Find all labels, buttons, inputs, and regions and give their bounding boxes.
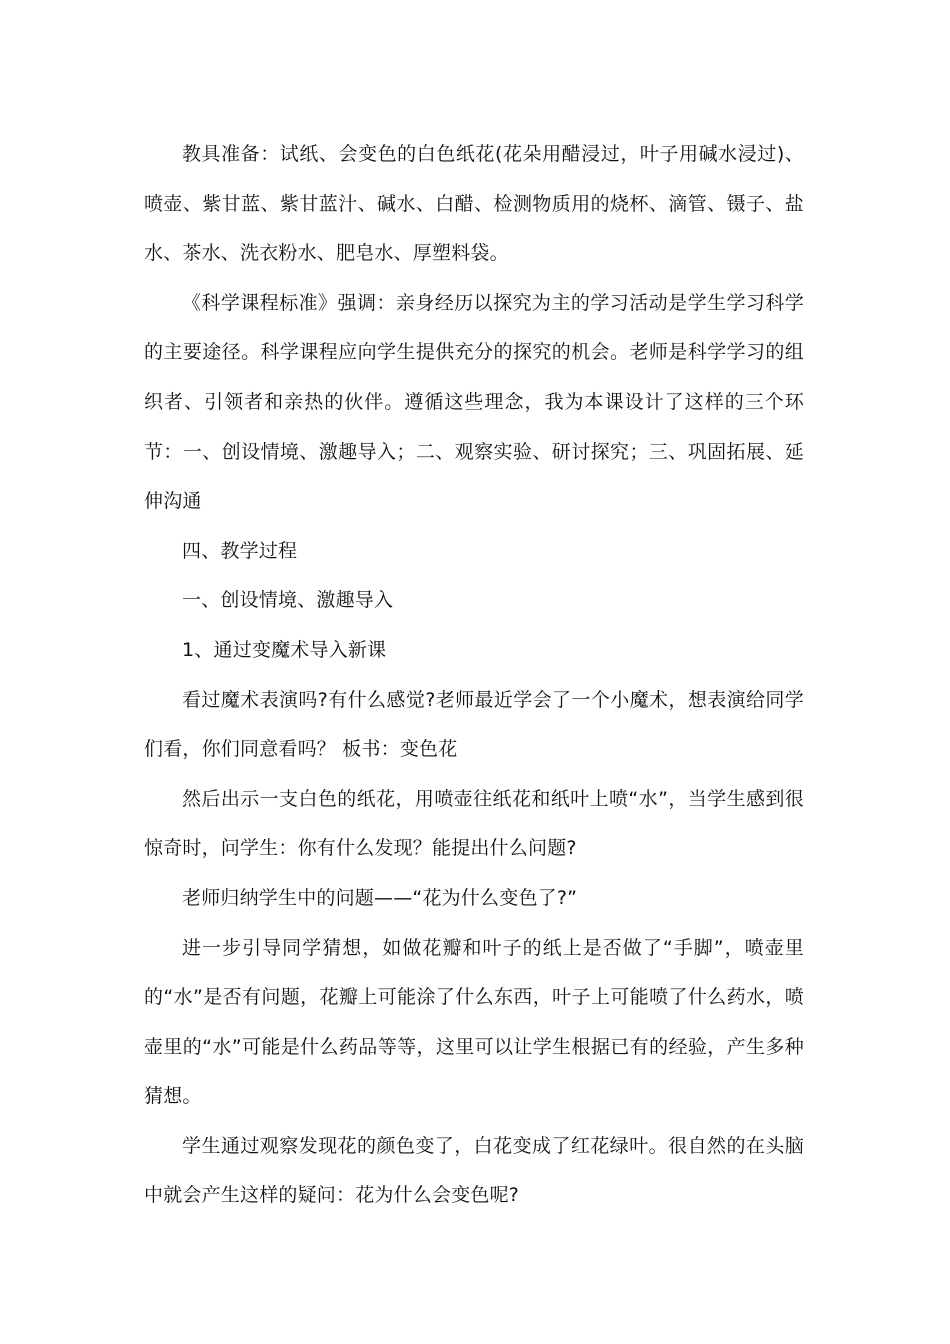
paragraph-teacher-summary: 老师归纳学生中的问题——“花为什么变色了?” bbox=[182, 886, 578, 909]
paragraph-magic-question: 看过魔术表演吗?有什么感觉?老师最近学会了一个小魔术，想表演给同学们看，你们同意看吗？ 板书：变色花 bbox=[144, 688, 804, 761]
step-heading-magic: 1、通过变魔术导入新课 bbox=[182, 638, 387, 661]
section-heading-teaching-process: 四、教学过程 bbox=[182, 539, 298, 562]
paragraph-materials: 教具准备：试纸、会变色的白色纸花(花朵用醋浸过，叶子用碱水浸过)、喷壶、紫甘蓝、紫甘蓝汁、碱水、白醋、检测物质用的烧杯、滴管、镊子、盐水、茶水、洗衣粉水、肥皂水、厚塑料袋。 bbox=[144, 143, 804, 265]
paragraph-curriculum-standard: 《科学课程标准》强调：亲身经历以探究为主的学习活动是学生学习科学的主要途径。科学课程应向学生提供充分的探究的机会。老师是科学学习的组织者、引领者和亲热的伙伴。遵循这些理念，我为本课设计了这样的三个环节：一、创设情境、激趣导入；二、观察实验、研讨探究；三、巩固拓展、延伸沟通 bbox=[144, 291, 804, 513]
paragraph-guess: 进一步引导同学猜想，如做花瓣和叶子的纸上是否做了“手脚”，喷壶里的“水”是否有问题，花瓣上可能涂了什么东西，叶子上可能喷了什么药水，喷壶里的“水”可能是什么药品等等，这里可以让学生根据已有的经验，产生多种猜想。 bbox=[144, 936, 804, 1108]
paragraph-demonstration: 然后出示一支白色的纸花，用喷壶往纸花和纸叶上喷“水”，当学生感到很惊奇时，问学生：你有什么发现？能提出什么问题? bbox=[144, 787, 804, 860]
paragraph-observation: 学生通过观察发现花的颜色变了，白花变成了红花绿叶。很自然的在头脑中就会产生这样的疑问：花为什么会变色呢? bbox=[144, 1134, 804, 1207]
subsection-heading-intro: 一、创设情境、激趣导入 bbox=[182, 589, 394, 612]
document-body bbox=[144, 130, 804, 1221]
